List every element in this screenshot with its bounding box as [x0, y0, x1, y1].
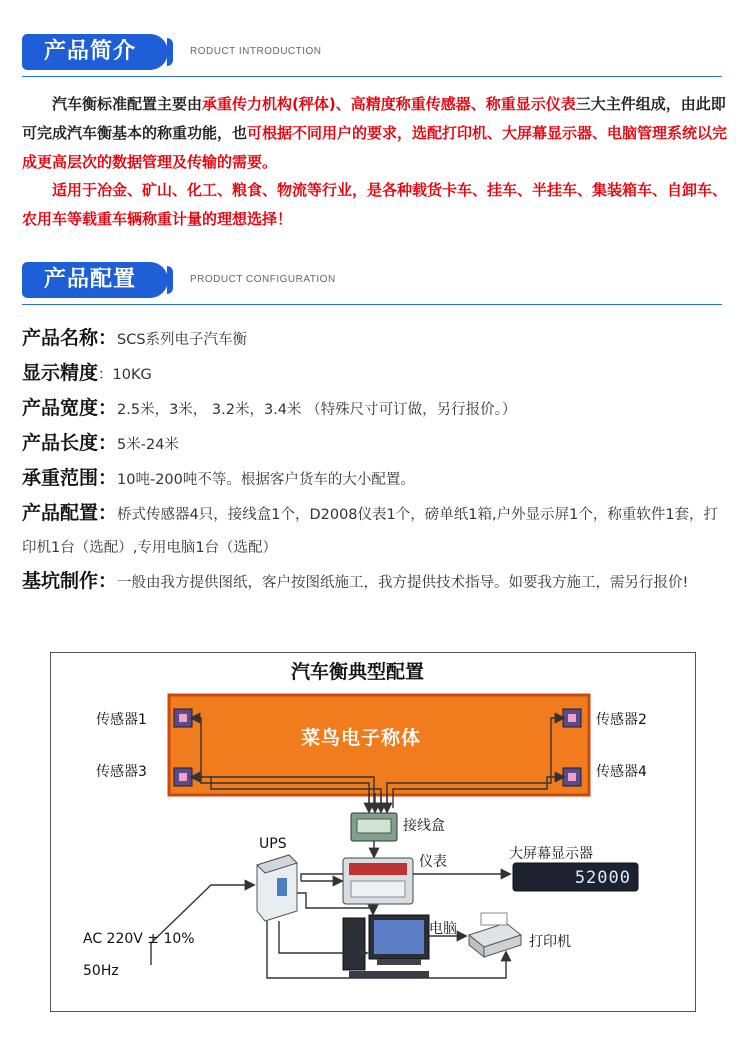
sensor-3-label: 传感器3: [96, 764, 147, 780]
diagram-title: 汽车衡典型配置: [291, 661, 425, 683]
intro-text-d: 可根据不同用户的要求，选配打印机、大屏幕显示器、电脑管理系统以完成更高层次的数据管理及传输的需要。: [22, 124, 728, 171]
config-item-config: 产品配置：桥式传感器4只，接线盒1个，D2008仪表1个，磅单纸1箱,户外显示屏1个，称重软件1套，打印机1台（选配）,专用电脑1台（选配）: [22, 502, 719, 556]
printer-label: 打印机: [529, 934, 571, 950]
sensor-4-icon: [563, 768, 581, 786]
sensor-2-label: 传感器2: [596, 712, 647, 728]
intro-text-p2: 适用于冶金、矿山、化工、粮食、物流等行业，是各种载货卡车、挂车、半挂车、集装箱车、自卸车、农用车等载重车辆称重计量的理想选择！: [22, 181, 728, 228]
config-item-length: 产品长度：5米-24米: [22, 432, 179, 454]
computer-label: 电脑: [429, 921, 457, 937]
intro-divider: [22, 76, 722, 77]
intro-text-a: 汽车衡标准配置主要由: [52, 95, 203, 113]
config-item-width: 产品宽度：2.5米，3米， 3.2米，3.4米 （特殊尺寸可订做，另行报价。）: [22, 397, 517, 419]
sensor-1-label: 传感器1: [96, 712, 147, 728]
config-item-capacity: 承重范围：10吨-200吨不等。根据客户货车的大小配置。: [22, 467, 415, 489]
sensor-4-label: 传感器4: [596, 764, 647, 780]
config-divider: [22, 304, 722, 305]
junction-box-label: 接线盒: [403, 818, 445, 834]
power-frequency-label: 50Hz: [83, 963, 119, 979]
intro-paragraph-2: [22, 176, 728, 234]
big-display-label: 大屏幕显示器: [509, 846, 593, 862]
config-section-subtitle: PRODUCT CONFIGURATION: [190, 274, 336, 285]
sensor-2-icon: [563, 709, 581, 727]
config-section-header: [22, 262, 722, 302]
printer-icon: [469, 913, 521, 957]
intro-text-c: 三大主件组成，由此即可完成汽车衡基本的称重功能，也: [22, 95, 726, 142]
intro-section-title: 产品简介: [22, 34, 168, 70]
intro-section-subtitle: RODUCT INTRODUCTION: [190, 46, 322, 57]
power-spec-label: AC 220V ± 10%: [83, 931, 195, 947]
sensor-1-icon: [174, 709, 192, 727]
big-display-reading: 52000: [574, 868, 631, 888]
diagram-graphics: [51, 653, 695, 1011]
ups-label: UPS: [259, 836, 287, 852]
config-item-precision: 显示精度：10KG: [22, 362, 152, 384]
ups-icon: [257, 855, 297, 921]
sensor-3-icon: [174, 768, 192, 786]
indicator-label: 仪表: [419, 854, 447, 870]
config-item-name: 产品名称：SCS系列电子汽车衡: [22, 327, 248, 349]
config-section-title: 产品配置: [22, 262, 168, 298]
typical-configuration-diagram: [50, 652, 696, 1012]
indicator-icon: [343, 858, 413, 904]
intro-section-header: [22, 34, 722, 74]
intro-text-b: 承重传力机构(秤体)、高精度称重传感器、称重显示仪表: [202, 95, 576, 113]
computer-icon: [343, 915, 429, 978]
junction-box-icon: [351, 813, 397, 841]
intro-paragraph-1: [22, 90, 728, 177]
config-list: [22, 322, 728, 600]
scale-body-label: 菜鸟电子称体: [301, 727, 422, 749]
config-item-pit: 基坑制作：一般由我方提供图纸，客户按图纸施工，我方提供技术指导。如要我方施工，需另行报价!: [22, 570, 689, 592]
